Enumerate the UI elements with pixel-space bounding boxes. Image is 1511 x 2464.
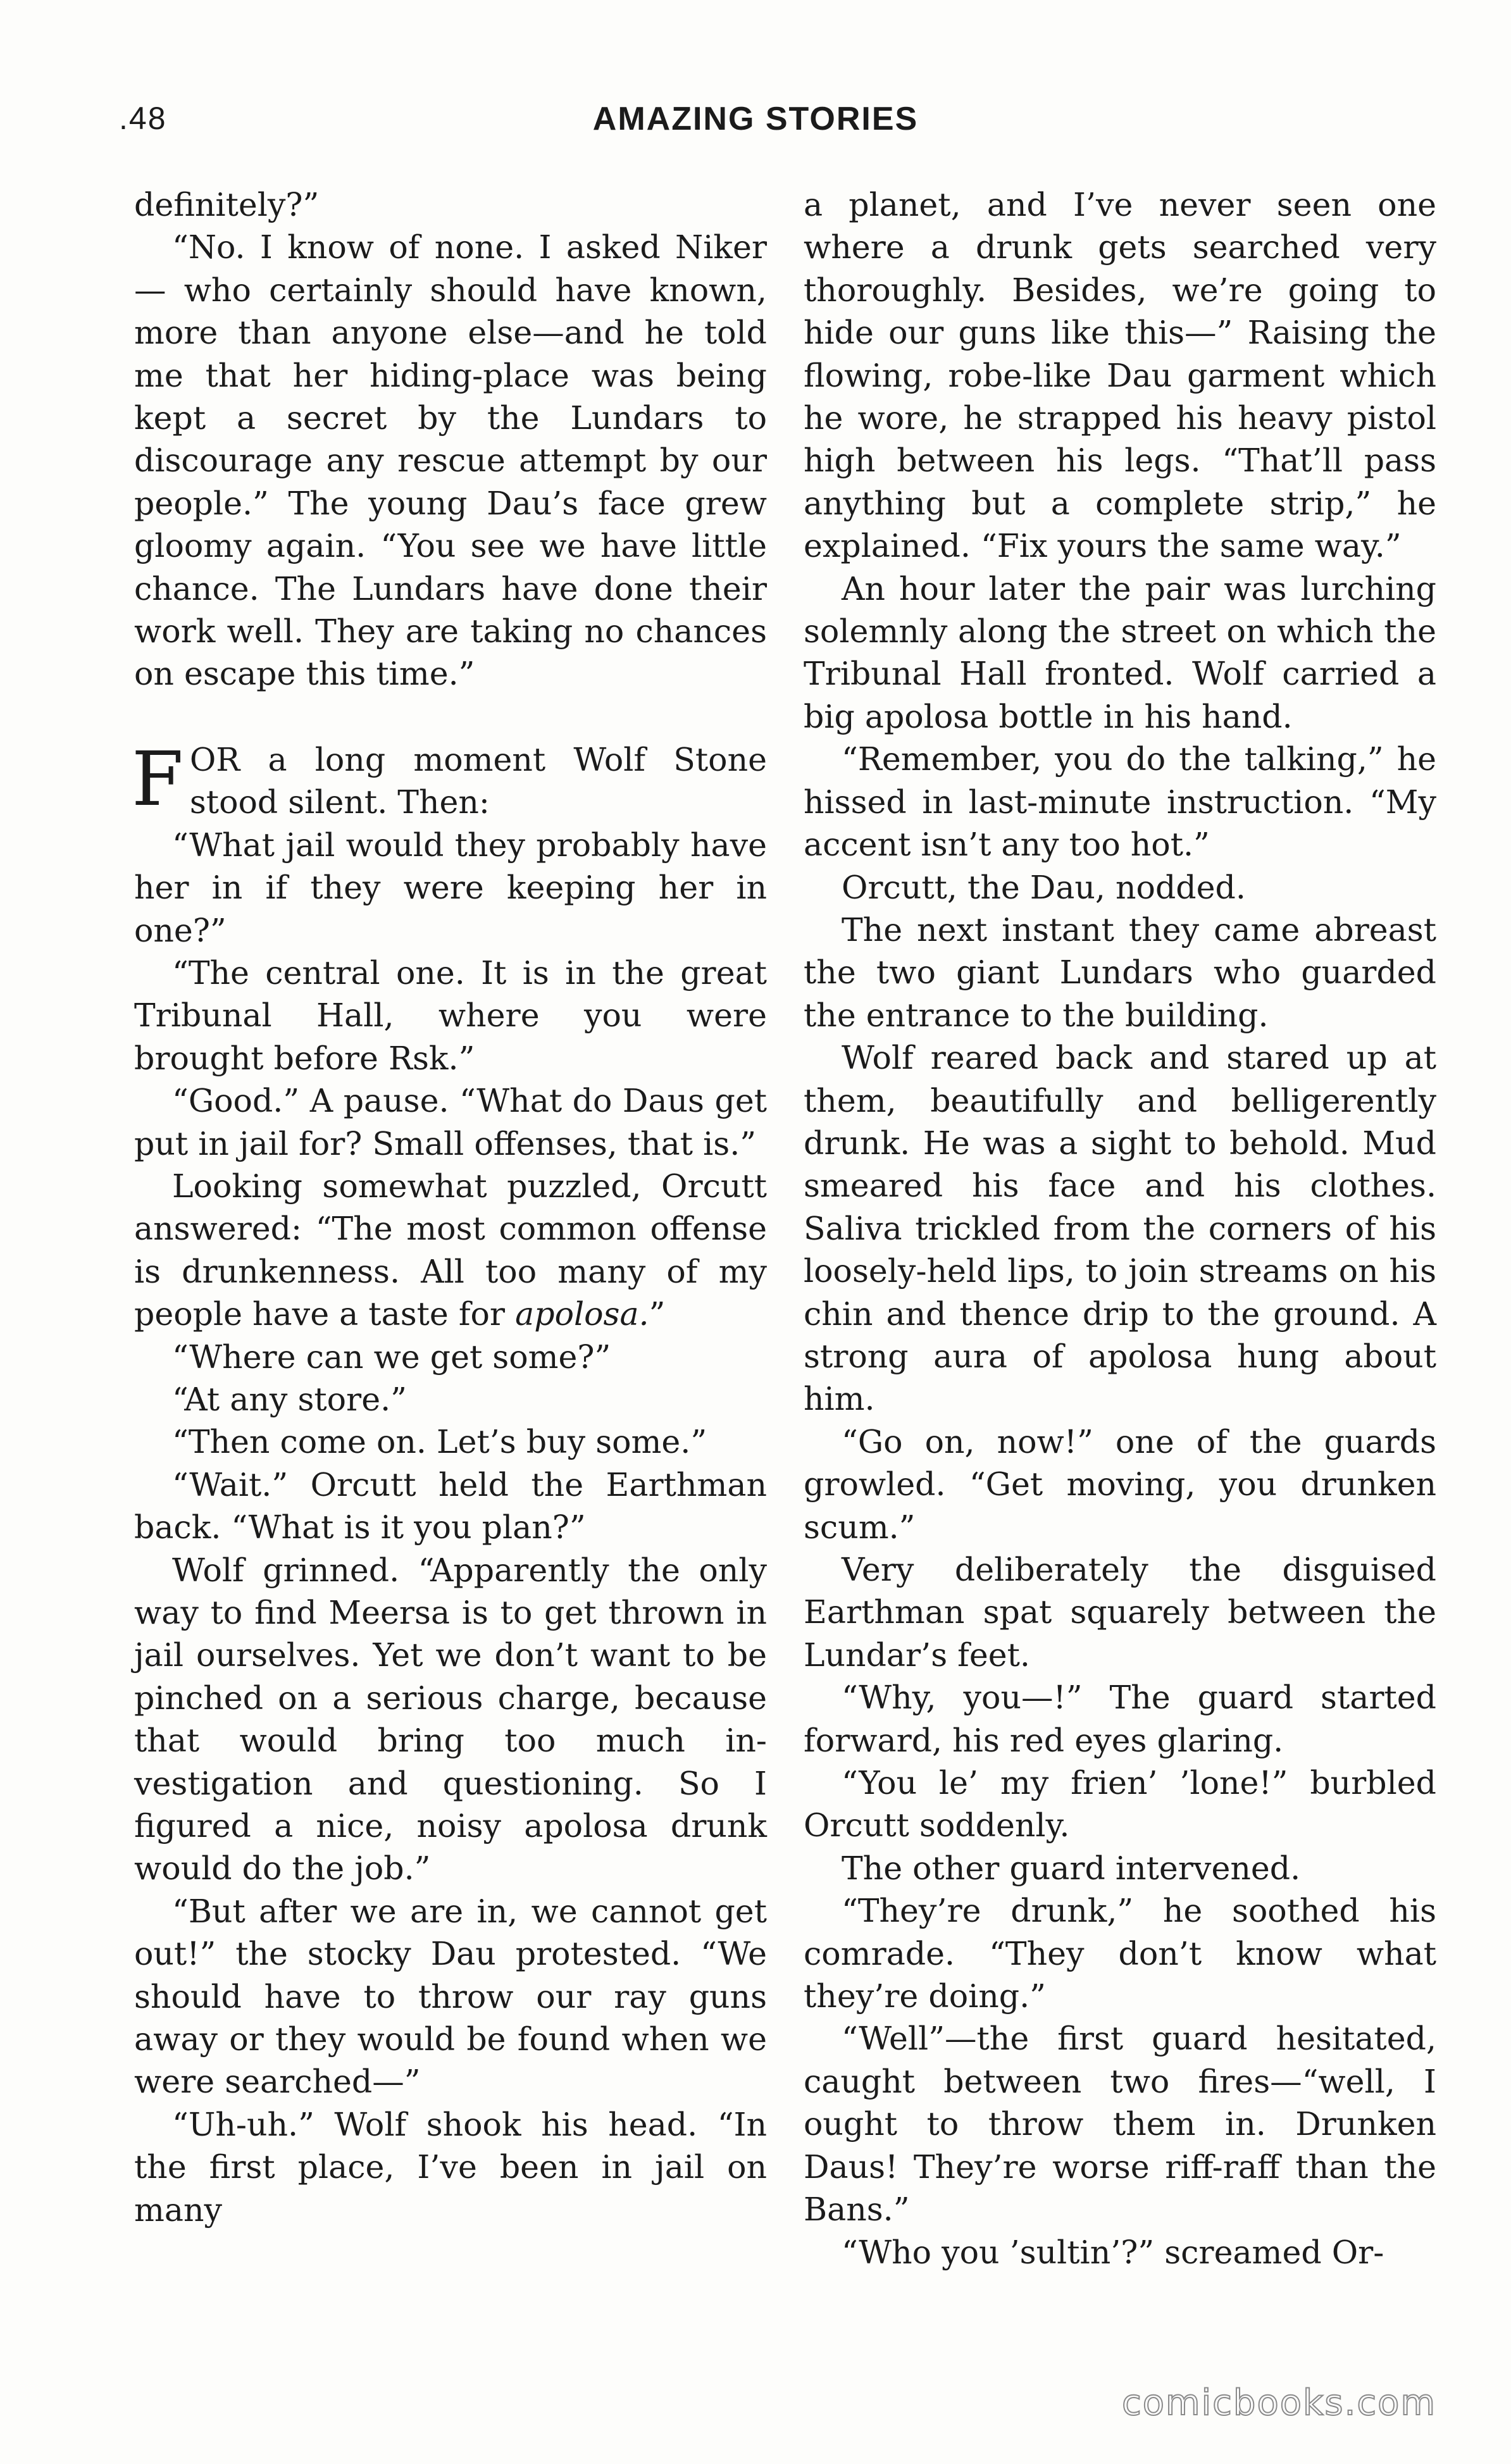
- italic-word: apolosa.: [515, 1295, 649, 1333]
- paragraph: “Uh-uh.” Wolf shook his head. “In the first place, I’ve been in jail on many: [134, 2105, 767, 2229]
- paragraph: “At any store.”: [172, 1380, 407, 1418]
- paragraph: a planet, and I’ve never seen one where a drunk gets searched very thoroughly. Besides, we’re going to hide our guns like this—” Raising the flowing, robe-like Dau garment which he wore, he strapped his heavy pistol high between his legs. “That’ll pass anything but a complete strip,” he explained. “Fix yours the same way.”: [804, 186, 1436, 565]
- paragraph: definitely?”: [134, 186, 320, 223]
- page-number: .48: [119, 101, 167, 136]
- drop-cap: F: [132, 735, 183, 823]
- paragraph: Wolf grinned. “Apparently the only way to find Meersa is to get thrown in jail ourselves. Yet we don’t want to be pinched on a serious charge, because that would bring too much investigation and questioning. So I figured a nice, noisy apolosa drunk would do the job.”: [134, 1551, 767, 1888]
- left-column: [134, 184, 767, 2231]
- paragraph-dropcap: [132, 735, 767, 824]
- paragraph: An hour later the pair was lurching solemnly along the street on which the Tribunal Hall fronted. Wolf carried a big apolosa bottle in his hand.: [804, 569, 1436, 735]
- paragraph: “But after we are in, we cannot get out!” the stocky Dau protested. “We should have to throw our ray guns away or they would be found when we were searched—”: [134, 1892, 767, 2101]
- paragraph: “Who you ’sultin’?” screamed Or-: [842, 2233, 1384, 2271]
- paragraph: “They’re drunk,” he soothed his comrade. “They don’t know what they’re doing.”: [804, 1892, 1436, 2015]
- page-header: [0, 100, 1511, 151]
- paragraph: “No. I know of none. I asked Niker — who certainly should have known, more than anyone else—and he told me that her hiding-place was being kept a secret by the Lundars to discourage any rescue attempt by our people.” The young Dau’s face grew gloomy again. “You see we have little chance. The Lundars have done their work well. They are taking no chances on escape this time.”: [134, 228, 767, 693]
- paragraph: “What jail would they probably have her in if they were keeping her in one?”: [134, 826, 767, 949]
- running-title: AMAZING STORIES: [592, 101, 919, 137]
- paragraph: Very deliberately the disguised Earthman spat squarely between the Lundar’s feet.: [804, 1551, 1436, 1674]
- watermark: comicbooks.com: [1121, 2382, 1436, 2424]
- paragraph: “Good.” A pause. “What do Daus get put in jail for? Small offenses, that is.”: [134, 1082, 767, 1162]
- paragraph: Wolf reared back and stared up at them, beautifully and belligerently drunk. He was a sight to behold. Mud smeared his face and his clothes. Saliva trickled from the corners of his loosely-held lips, to join streams on his chin and thence drip to the ground. A strong aura of apolosa hung about him.: [804, 1039, 1436, 1418]
- paragraph: “The central one. It is in the great Tribunal Hall, where you were brought before Rsk.”: [134, 954, 767, 1077]
- paragraph: “Why, you—!” The guard started forward, his red eyes glaring.: [804, 1679, 1436, 1759]
- right-column: [804, 184, 1436, 2274]
- paragraph: The next instant they came abreast the two giant Lundars who guarded the entrance to the building.: [804, 911, 1436, 1034]
- paragraph: “Wait.” Orcutt held the Earthman back. “What is it you plan?”: [134, 1465, 767, 1546]
- paragraph: [134, 1165, 767, 1336]
- paragraph: “You le’ my frien’ ’lone!” burbled Orcutt soddenly.: [804, 1764, 1436, 1845]
- paragraph: “Well”—the first guard hesitated, caught between two fires—“well, I ought to throw them in. Drunken Daus! They’re worse riff-raff than the Bans.”: [804, 2020, 1436, 2229]
- paragraph: The other guard intervened.: [842, 1849, 1301, 1887]
- paragraph-text: ”: [649, 1295, 666, 1333]
- paragraph: “Where can we get some?”: [172, 1338, 611, 1376]
- paragraph: “Go on, now!” one of the guards growled. “Get moving, you drunken scum.”: [804, 1422, 1436, 1546]
- paragraph-text: Looking somewhat puzzled, Orcutt answered: “The most common offense is drunkenness. All too many of my people have a taste for: [134, 1167, 767, 1333]
- paragraph: “Remember, you do the talking,” he hissed in last-minute instruction. “My accent isn’t any too hot.”: [804, 740, 1436, 864]
- paragraph-text: OR a long moment Wolf Stone stood silent. Then:: [189, 740, 767, 821]
- paragraph: “Then come on. Let’s buy some.”: [172, 1423, 707, 1461]
- paragraph: Orcutt, the Dau, nodded.: [842, 868, 1246, 906]
